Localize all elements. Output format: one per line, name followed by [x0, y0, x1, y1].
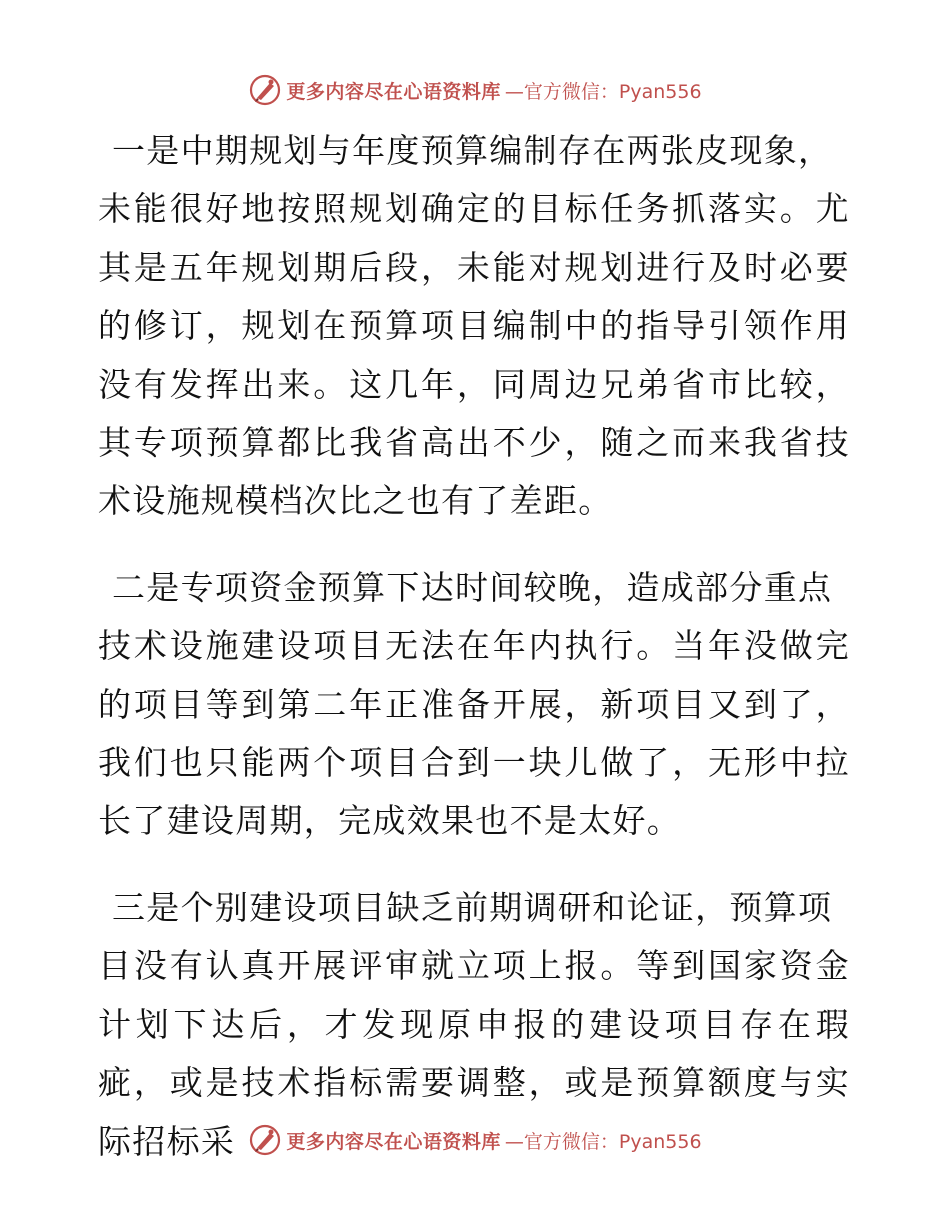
paragraph-1 — [98, 122, 850, 531]
paragraph-1-lead: 一是中期规划与年度预算编制存在两张皮现象， — [112, 131, 833, 170]
paragraph-2 — [98, 559, 850, 851]
footer-banner — [0, 1120, 950, 1160]
header-banner-wechat: —官方微信：Pyan556 — [504, 80, 702, 103]
quill-pen-logo-icon — [248, 73, 282, 107]
quill-pen-logo-icon — [248, 1123, 282, 1157]
paragraph-2-text: 技术设施建设项目无法在年内执行。当年没做完的项目等到第二年正准备开展，新项目又到了，我们也只能两个项目合到一块儿做了，无形中拉长了建设周期，完成效果也不是太好。 — [98, 626, 850, 841]
footer-banner-title: 更多内容尽在心语资料库 — [286, 1130, 501, 1153]
header-banner — [0, 70, 950, 110]
header-banner-title: 更多内容尽在心语资料库 — [286, 80, 501, 103]
paragraph-1-text: 未能很好地按照规划确定的目标任务抓落实。尤其是五年规划期后段，未能对规划进行及时必要的修订，规划在预算项目编制中的指导引领作用没有发挥出来。这几年，同周边兄弟省市比较，其专项预算都比我省高出不少，随之而来我省技术设施规模档次比之也有了差距。 — [98, 189, 850, 521]
document-body — [98, 122, 850, 1171]
footer-banner-wechat: —官方微信：Pyan556 — [504, 1130, 702, 1153]
paragraph-3-text: 目没有认真开展评审就立项上报。等到国家资金计划下达后，才发现原申报的建设项目存在瑕疵，或是技术指标需要调整，或是预算额度与实际招标采 — [98, 946, 850, 1161]
paragraph-2-lead: 二是专项资金预算下达时间较晚，造成部分重点 — [112, 567, 833, 607]
paragraph-3-lead: 三是个别建设项目缺乏前期调研和论证，预算项 — [112, 887, 833, 927]
